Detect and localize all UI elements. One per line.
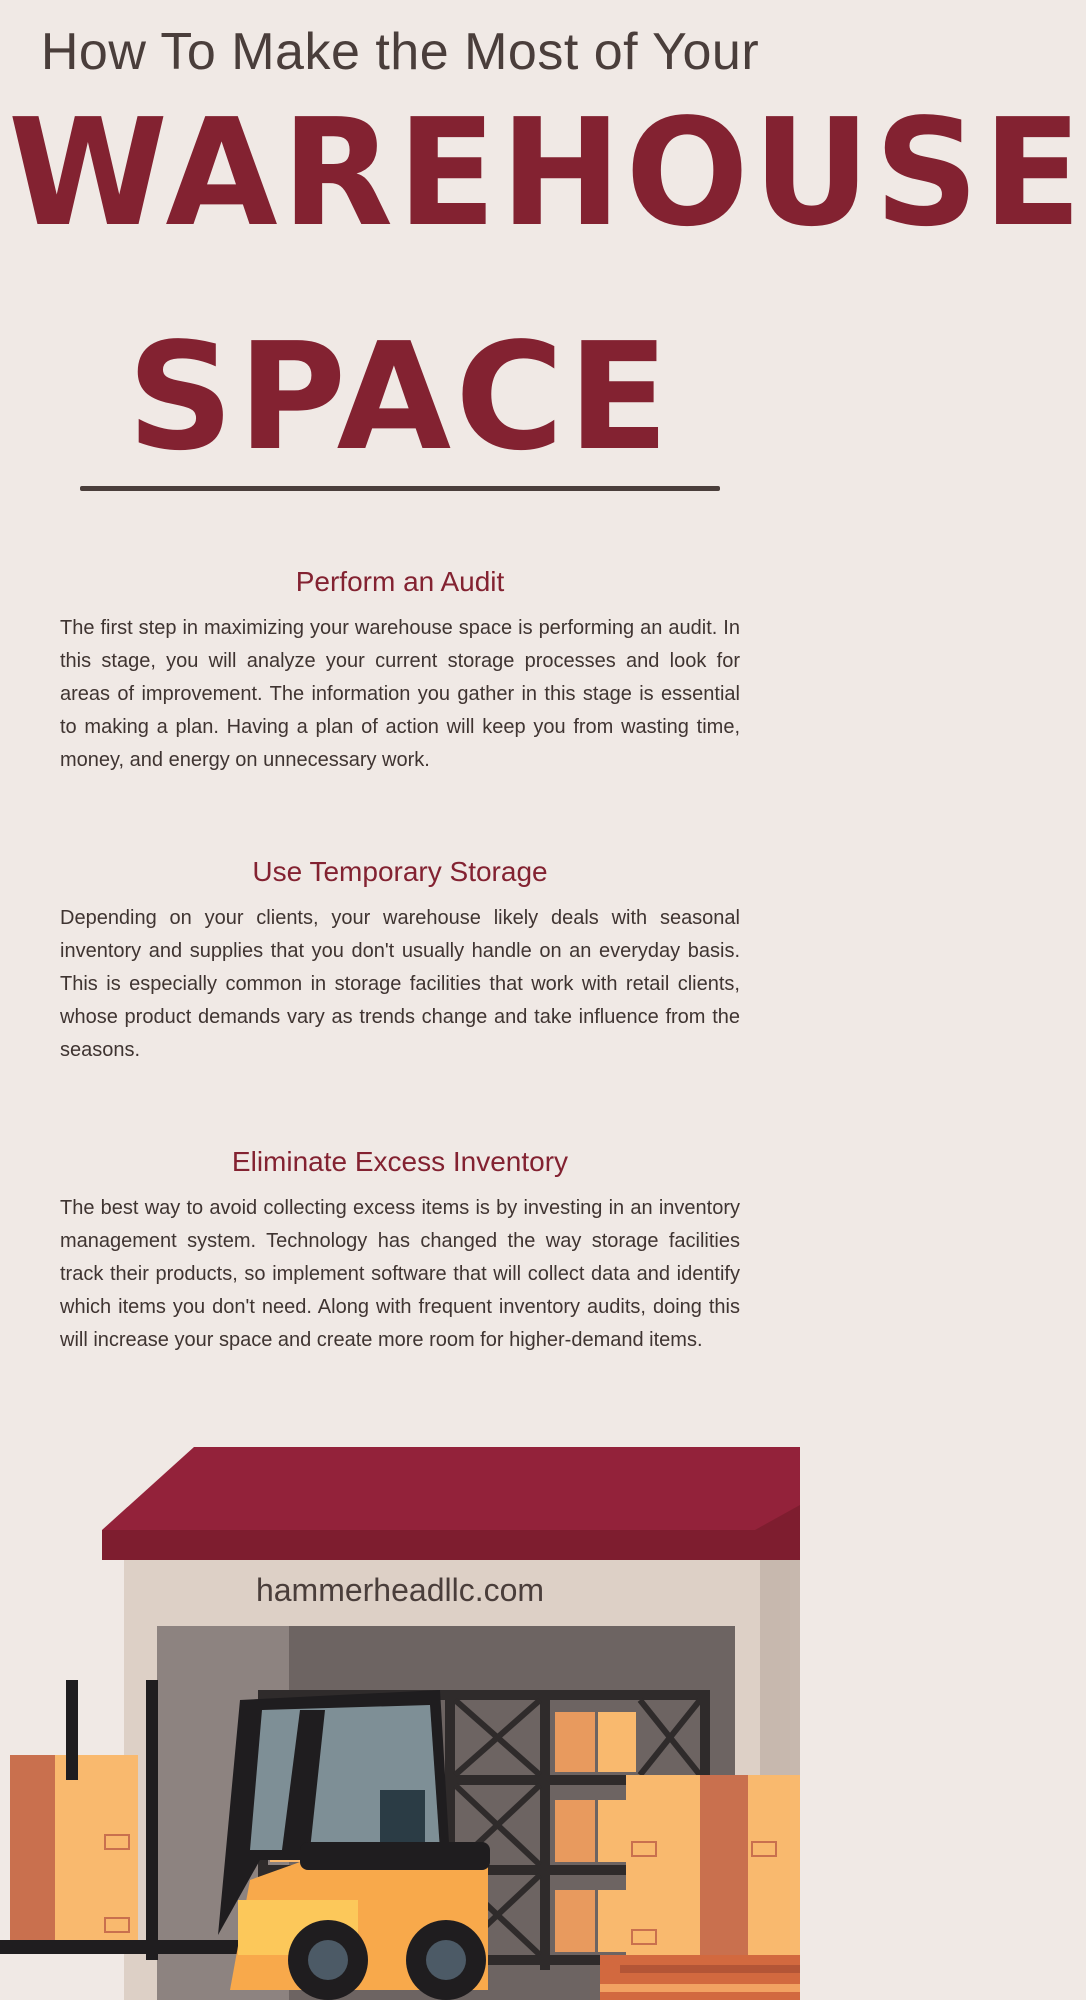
title-space: SPACE — [127, 311, 673, 483]
section-heading: Eliminate Excess Inventory — [231, 1146, 569, 1177]
website-label: hammerheadllc.com — [255, 1572, 545, 1608]
left-box-stack — [10, 1755, 138, 1940]
section-body: The first step in maximizing your warehouse space is performing an audit. In this stage, you will analyze your current storage processes and look for areas of improvement. The information you gather in this stage is essential to making a plan. Having a plan of action will keep you from wasting time, money, and energy on unnecessary work. — [60, 617, 740, 771]
section-heading: Perform an Audit — [295, 566, 505, 597]
section-body: Depending on your clients, your warehouse likely deals with seasonal inventory and supplies that you don't usually handle on an everyday basis. This is especially common in storage facilities that work with retail clients, whose product demands vary as trends change and take influence from the seasons. — [60, 907, 740, 1061]
title-intro: How To Make the Most of Your — [40, 23, 760, 81]
section-excess-inventory — [60, 1146, 740, 1357]
section-heading: Use Temporary Storage — [252, 856, 548, 887]
section-perform-audit — [60, 566, 740, 777]
section-body: The best way to avoid collecting excess items is by investing in an inventory management system. Technology has changed the way storage facilities track their products, so implement software that will collect data and identify which items you don't need. Along with frequent inventory audits, doing this will increase your space and create more room for higher-demand items. — [60, 1197, 740, 1351]
title-warehouse: WAREHOUSE — [8, 87, 1086, 259]
warehouse-roof — [102, 1447, 800, 1560]
title-divider — [80, 486, 720, 491]
section-temporary-storage — [60, 856, 740, 1067]
right-box-stack — [600, 1775, 800, 2000]
warehouse-illustration — [0, 1440, 800, 2000]
